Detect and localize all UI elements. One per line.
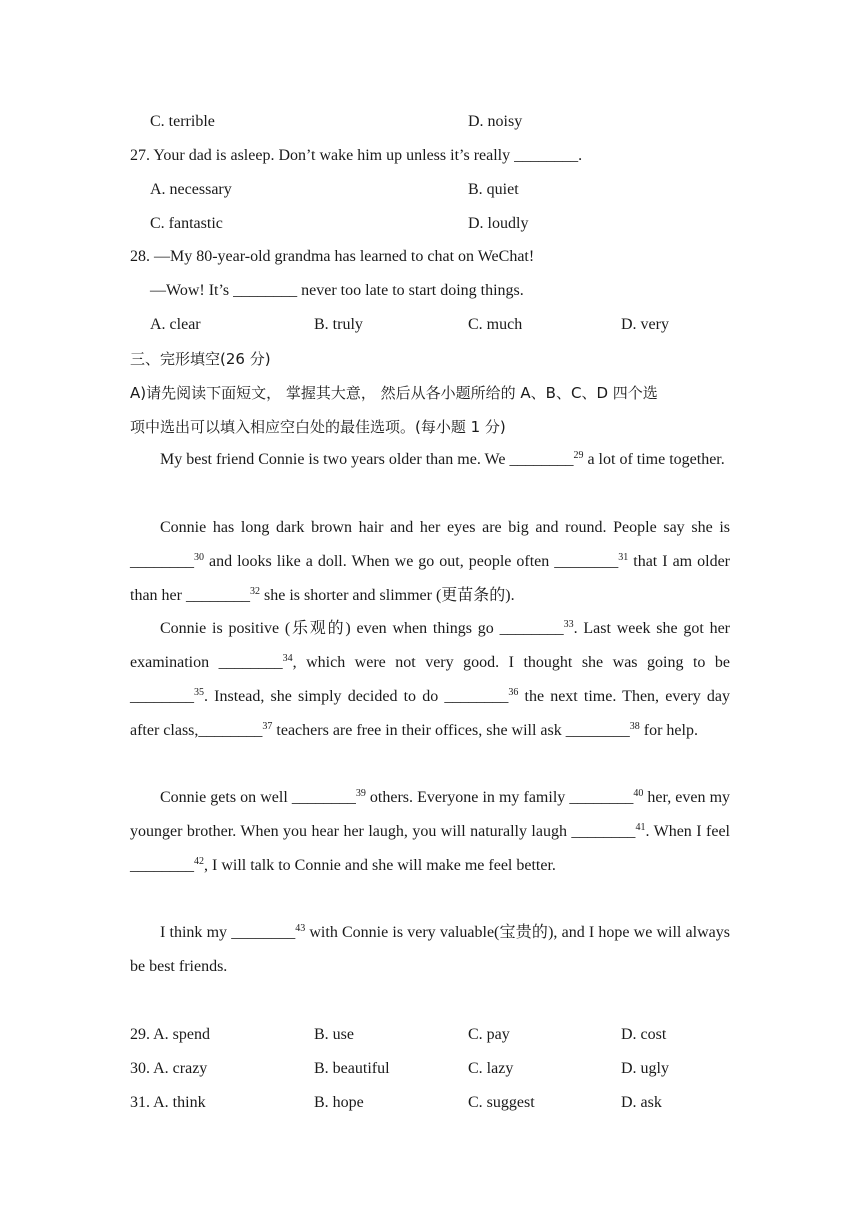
section-instruction-line-2: 项中选出可以填入相应空白处的最佳选项。(每小题 1 分) (130, 418, 506, 436)
blank-number: 41 (635, 822, 646, 833)
prev-question-options-row (130, 111, 730, 145)
option-b: B. truly (314, 316, 363, 333)
option-d: D. cost (621, 1026, 667, 1043)
passage-paragraph-3 (130, 612, 730, 748)
blank-number: 29 (573, 450, 584, 461)
question-28-line-1: 28. —My 80-year-old grandma has learned to chat on WeChat! (130, 248, 535, 265)
passage-text: , I will talk to Connie and she will make me feel better. (204, 857, 556, 874)
option-a: A. necessary (150, 181, 232, 198)
option-c: C. suggest (468, 1094, 535, 1111)
blank-number: 31 (618, 552, 629, 563)
option-c: C. terrible (150, 113, 215, 130)
passage-paragraph-5 (130, 916, 730, 984)
passage-text: her, even my younger brother. When you hear her laugh, you will naturally laugh ________ (130, 789, 731, 840)
option-a: 31. A. think (130, 1094, 206, 1111)
option-d: D. noisy (468, 113, 523, 130)
blank-number: 37 (262, 721, 273, 732)
passage-text: others. Everyone in my family ________ (365, 789, 634, 806)
passage-text: and looks like a doll. When we go out, people often ________ (204, 553, 619, 570)
option-b: B. hope (314, 1094, 364, 1111)
passage-text: for help. (639, 722, 698, 739)
option-d: D. ugly (621, 1060, 669, 1077)
question-27-stem: 27. Your dad is asleep. Don’t wake him up unless it’s really ________. (130, 147, 583, 164)
option-b: B. quiet (468, 181, 519, 198)
passage-text: with Connie is very valuable(宝贵的), and I hope we will always be best friends. (130, 924, 730, 975)
blank-number: 33 (563, 619, 574, 630)
blank-number: 35 (194, 687, 204, 698)
blank-number: 36 (508, 687, 519, 698)
passage-paragraph-4 (130, 781, 730, 883)
blank-number: 30 (194, 552, 204, 563)
passage-text: Connie gets on well ________ (160, 789, 356, 806)
passage-text: . When I feel ________ (130, 823, 731, 874)
option-b: B. beautiful (314, 1060, 390, 1077)
option-d: D. loudly (468, 215, 529, 232)
blank-number: 32 (249, 586, 260, 597)
passage-text: the next time. Then, every day after class,________ (130, 688, 730, 739)
passage-paragraph-2 (130, 511, 730, 613)
passage-text: teachers are free in their offices, she will ask ________ (272, 722, 630, 739)
passage-text: she is shorter and slimmer (更苗条的). (259, 587, 515, 604)
blank-number: 39 (355, 788, 366, 799)
blank-number: 42 (194, 856, 204, 867)
answer-options-row-30 (130, 1058, 730, 1092)
option-c: C. lazy (468, 1060, 514, 1077)
passage-paragraph-1 (130, 443, 730, 477)
passage-text: My best friend Connie is two years older than me. We ________ (160, 451, 574, 468)
option-b: B. use (314, 1026, 354, 1043)
question-27-options-row-2 (130, 213, 730, 247)
option-d: D. very (621, 316, 669, 333)
answer-options-row-29 (130, 1024, 730, 1058)
section-title: 三、完形填空(26 分) (130, 350, 271, 368)
option-d: D. ask (621, 1094, 662, 1111)
option-c: C. fantastic (150, 215, 223, 232)
option-c: C. pay (468, 1026, 510, 1043)
option-c: C. much (468, 316, 523, 333)
passage-text: . Last week she got her examination ________ (130, 620, 730, 671)
passage-text: Connie has long dark brown hair and her eyes are big and round. People say she is ________ (130, 519, 730, 570)
option-a: 29. A. spend (130, 1026, 210, 1043)
blank-number: 40 (633, 788, 644, 799)
passage-text: . Instead, she simply decided to do ________ (204, 688, 509, 705)
option-a: 30. A. crazy (130, 1060, 208, 1077)
section-instruction-line-1: A)请先阅读下面短文， 掌握其大意， 然后从各小题所给的 A、B、C、D 四个选 (130, 384, 658, 402)
answer-options-row-31 (130, 1092, 730, 1126)
passage-text: Connie is positive (乐观的) even when things go ________ (160, 620, 564, 637)
question-28-options-row (130, 314, 730, 348)
blank-number: 34 (282, 653, 293, 664)
passage-text: a lot of time together. (583, 451, 725, 468)
passage-text: I think my ________ (160, 924, 296, 941)
blank-number: 43 (295, 923, 306, 934)
question-28-line-2: —Wow! It’s ________ never too late to start doing things. (150, 282, 524, 299)
question-27-options-row-1 (130, 179, 730, 213)
passage-text: , which were not very good. I thought she was going to be ________ (130, 654, 731, 705)
passage-text: that I am older than her ________ (130, 553, 730, 604)
blank-number: 38 (629, 721, 640, 732)
option-a: A. clear (150, 316, 201, 333)
